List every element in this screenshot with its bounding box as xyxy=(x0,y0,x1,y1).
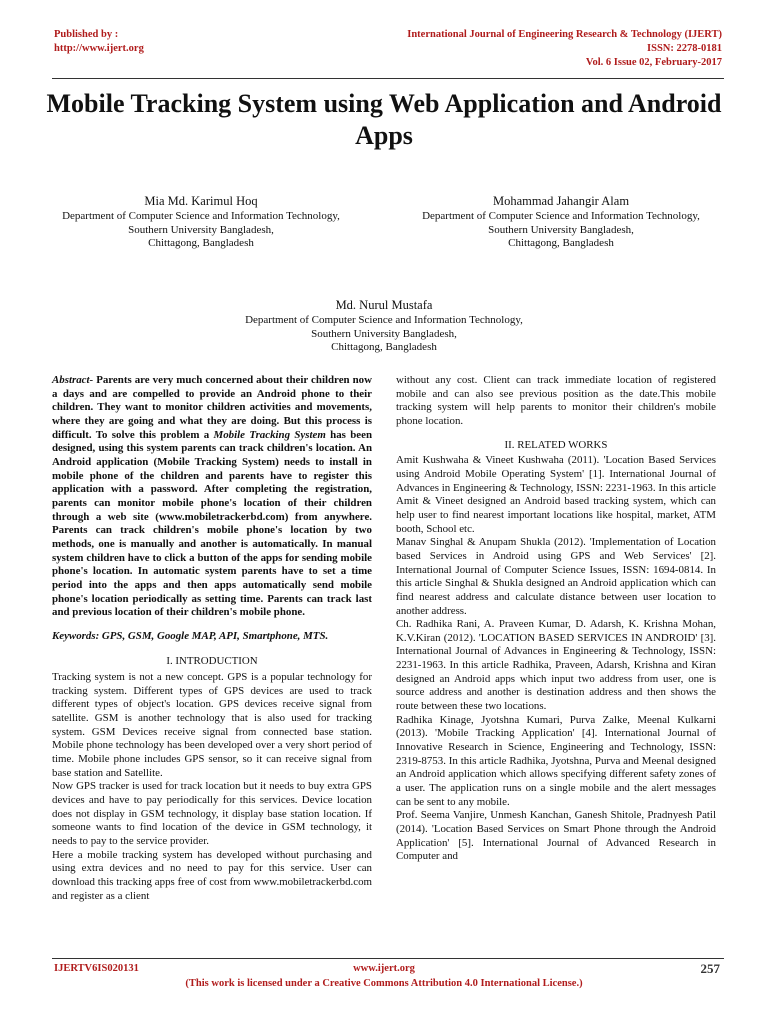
journal-volume: Vol. 6 Issue 02, February-2017 xyxy=(585,57,722,68)
related-work-item: Amit Kushwaha & Vineet Kushwaha (2011). 'Location Based Services using Android Mobile Operating System' [1]. International Journal of Advances in Engineering & Technology, ISSN: 2231-1963. In this article Amit & Vineet designed an Android based tracking system, which can help user to find nearest important locations like hospital, market, ATM booth, School etc. xyxy=(396,454,716,535)
intro-paragraph-2: Now GPS tracker is used for track location but it needs to buy extra GPS devices and have to pay periodically for this services. Device location does not display in GSM technology, it display base station location. If someone wants to find location of the device in GSM technology, it needs to pay to the service provider. xyxy=(52,780,372,847)
footer-divider xyxy=(52,958,724,959)
author-city: Chittagong, Bangladesh xyxy=(508,237,614,249)
published-by-label: Published by : xyxy=(54,29,119,40)
related-work-item: Ch. Radhika Rani, A. Praveen Kumar, D. Adarsh, K. Krishna Mohan, K.V.Kiran (2012). 'LOCATION BASED SERVICES IN ANDROID' [3]. International Journal of Advances in Engineering & Technology, ISSN: 2231-1963. In this article Radhika, Praveen, Adarsh, Krishna and Kiran designed an Android apps which input two address from user, one is source address and another is destination address and then shows the route between these two locations. xyxy=(396,618,716,713)
author-city: Chittagong, Bangladesh xyxy=(148,237,254,249)
author-3 xyxy=(160,297,608,355)
author-1 xyxy=(60,193,342,251)
left-column xyxy=(52,374,372,903)
section-heading-introduction: I. INTRODUCTION xyxy=(166,655,258,668)
abstract xyxy=(52,374,372,620)
abstract-text-1: Parents are very much concerned about their children now a days and are compelled to provide an Android phone to their children. They want to monitor children activities and movements, where they are going and what they are doing. But this process is difficult. To solve this problem a xyxy=(52,374,372,441)
author-university: Southern University Bangladesh, xyxy=(128,223,274,236)
journal-issn: ISSN: 2278-0181 xyxy=(647,43,722,54)
abstract-label: Abstract- xyxy=(52,374,94,386)
related-work-item: Radhika Kinage, Jyotshna Kumari, Purva Zalke, Meenal Kulkarni (2013). 'Mobile Tracking Application' [4]. International Journal of Innovative Research in Science, Engineering and Technology, ISSN: 2319-8753. In this article Radhika, Jyotshna, Purva and Meenal designed an Android application which allows specifying different safety zones of a user. The application runs on a single mobile and the alert messages can be sent to any mobile. xyxy=(396,713,716,808)
journal-url-link[interactable]: http://www.ijert.org xyxy=(54,43,144,54)
paper-id: IJERTV6IS020131 xyxy=(54,963,139,974)
section-heading-related-works: II. RELATED WORKS xyxy=(504,438,608,451)
keywords: Keywords: GPS, GSM, Google MAP, API, Smartphone, MTS. xyxy=(52,629,329,642)
author-dept: Department of Computer Science and Information Technology, xyxy=(62,210,340,222)
intro-paragraph-1: Tracking system is not a new concept. GPS is a popular technology for tracking system. Different types of GPS devices are used to track different types of object's location. GPS devices receive signal from satellite. GSM is another technology that is also used for tracking system. GSM Devices receive signal from connected base station. Mobile phone technology has been developed over a very short period of time. Mobile phone includes GPS sensor, so it can receive signal from base station and Satellite. xyxy=(52,671,372,779)
license-notice: (This work is licensed under a Creative Commons Attribution 4.0 International License.) xyxy=(185,978,583,989)
journal-name: International Journal of Engineering Research & Technology (IJERT) xyxy=(407,29,722,40)
journal-info-block xyxy=(407,28,722,70)
intro-paragraph-3-continued: without any cost. Client can track immediate location of registered mobile and can also see previous position as the date.This mobile tracking system will help parents to monitor their children's mobile phone location. xyxy=(396,374,716,427)
author-dept: Department of Computer Science and Information Technology, xyxy=(245,314,523,326)
related-work-item: Manav Singhal & Anupam Shukla (2012). 'Implementation of Location based Services in Android using GPS and Web Services' [2]. International Journal of Computer Science Issues, ISSN: 1694-0814. In this article Singhal & Shukla designed an Android application which can find nearest address and calculate distance between user location to another address. xyxy=(396,536,716,617)
author-2 xyxy=(420,193,702,251)
abstract-emphasis: Mobile Tracking System xyxy=(213,428,326,441)
page-number: 257 xyxy=(700,961,720,976)
header-divider xyxy=(52,78,724,79)
author-dept: Department of Computer Science and Information Technology, xyxy=(422,210,700,222)
intro-paragraph-3: Here a mobile tracking system has developed without purchasing and using extra devices and no need to pay for this service. User can download this tracking apps free of cost from www.mobiletrackerbd.com and register as a client xyxy=(52,848,372,902)
abstract-text-2: has been designed, using this system parents can track children's location. An Android application (Mobile Tracking System) needs to install in mobile phone of the children and parents have to register this application with a password. After completing the registration, parents can monitor mobile phone's location of their children through a web site (www.mobiletrackerbd.com) from anywhere. Parents can track children's mobile phone's location by two methods, one is manually and another is automatically. In manual system children have to click a button of the apps for sending mobile phone's location. In automatic system parents have to set a time period into the apps and then apps automatically send mobile phone's location periodically as setting time. Parents can track last and previous location of their children's mobile phone. xyxy=(52,428,372,619)
right-column xyxy=(396,374,716,864)
paper-title: Mobile Tracking System using Web Application and Android Apps xyxy=(46,89,722,150)
author-university: Southern University Bangladesh, xyxy=(311,327,457,340)
related-work-item: Prof. Seema Vanjire, Unmesh Kanchan, Ganesh Shitole, Pradnyesh Patil (2014). 'Location Based Services on Smart Phone through the Android Application' [5]. International Journal of Advanced Research in Computer and xyxy=(396,809,716,863)
author-university: Southern University Bangladesh, xyxy=(488,223,634,236)
author-city: Chittagong, Bangladesh xyxy=(331,341,437,353)
author-name: Mia Md. Karimul Hoq xyxy=(144,194,258,208)
footer-site-link[interactable]: www.ijert.org xyxy=(353,963,415,974)
author-name: Mohammad Jahangir Alam xyxy=(492,194,630,208)
publisher-block xyxy=(54,28,144,56)
author-name: Md. Nurul Mustafa xyxy=(335,298,433,312)
